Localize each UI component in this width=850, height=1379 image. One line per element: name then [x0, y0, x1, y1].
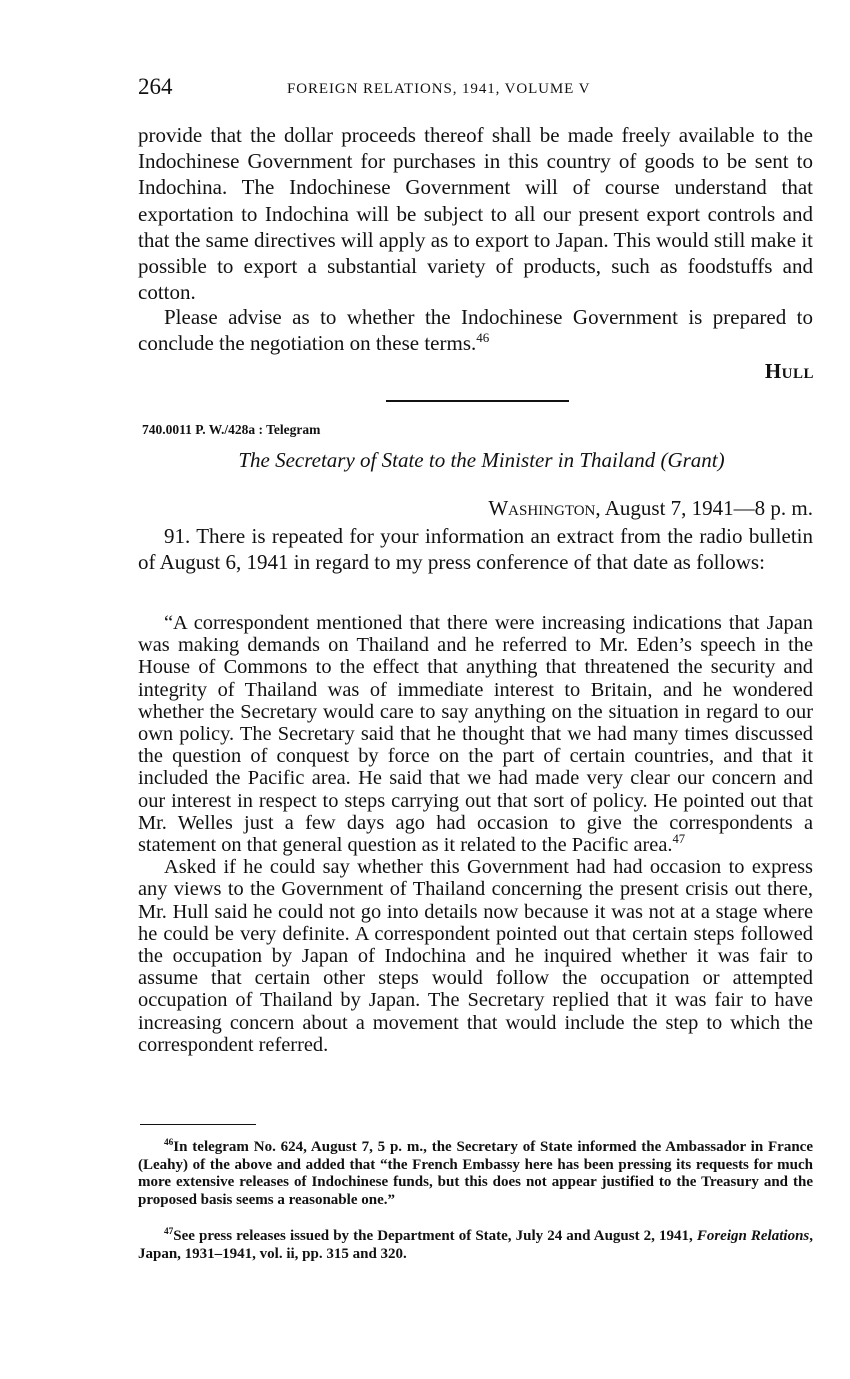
dateline-date: , August 7, 1941—8 p. m.: [595, 496, 813, 520]
footnote-47-italic-title: Foreign Relations: [696, 1228, 810, 1244]
footnote-marker-46: 46: [164, 1138, 174, 1148]
footnote-47: [138, 1228, 813, 1263]
footnote-ref-47: 47: [672, 832, 686, 847]
quote-paragraph-2: Asked if he could say whether this Government had had occasion to express any views to the Government of Thailand concerning the present crisis out there, Mr. Hull said he could not go into details now because it was not at a stage where he could be very definite. A correspondent pointed out that certain steps followed the occupation by Japan of Indochina and he inquired whether it was fair to assume that certain other steps would follow the occupation or attempted occupation of Thailand by Japan. The Secretary replied that it was fair to have increasing concern about a movement that would include the step to which the correspondent referred.: [138, 856, 813, 1056]
signature: Hull: [764, 359, 814, 383]
advise-paragraph-text: Please advise as to whether the Indochinese Government is prepared to conclude the negotiation on these terms.: [138, 305, 813, 356]
page-number: 264: [138, 74, 173, 99]
opening-paragraph: 91. There is repeated for your information an extract from the radio bulletin of August 6, 1941 in regard to my press conference of that date as follows:: [138, 524, 813, 574]
document-title: The Secretary of State to the Minister in Thailand (Grant): [238, 448, 725, 472]
section-divider: [386, 400, 569, 402]
footnote-marker-47: 47: [164, 1227, 174, 1237]
continuation-paragraph: provide that the dollar proceeds thereof shall be made freely available to the Indochinese Government for purchases in this country of goods to be sent to Indochina. The Indochinese Government will of course understand that exportation to Indochina will be subject to all our present export controls and that the same directives will apply as to export to Japan. This would still make it possible to export a substantial variety of products, such as foodstuffs and cotton.: [138, 123, 813, 305]
footnote-46-text: In telegram No. 624, August 7, 5 p. m., the Secretary of State informed the Ambassador in France (Leahy) of the above and added that “the French Embassy here has been pressing its requests for much more extensive releases of Indochinese funds, but this does not appear justified to the Treasury and the proposed basis seems a reasonable one.”: [138, 1139, 813, 1208]
footnote-47-text-b: , Japan, 1931–1941, vol. ii, pp. 315 and 320.: [138, 1228, 813, 1262]
advise-paragraph: [138, 304, 813, 356]
footnote-46: [138, 1139, 813, 1209]
dateline-place: Washington: [488, 496, 596, 520]
file-reference: 740.0011 P. W./428a : Telegram: [142, 422, 321, 437]
footnote-47-text-a: See press releases issued by the Department of State, July 24 and August 2, 1941,: [173, 1228, 697, 1244]
dateline: [488, 495, 813, 521]
quote-paragraph-1-text: “A correspondent mentioned that there were increasing indications that Japan was making demands on Thailand and he referred to Mr. Eden’s speech in the House of Commons to the effect that anything that threatened the security and integrity of Thailand was of immediate interest to Britain, and he wondered whether the Secretary would care to say anything on the situation in regard to our own policy. The Secretary said that he thought that we had many times discussed the question of conquest by force on the part of certain countries, and that it included the Pacific area. He said that we had made very clear our concern and our interest in respect to steps carrying out that sort of policy. He pointed out that Mr. Welles just a few days ago had occasion to give the correspondents a statement on that general question as it related to the Pacific area.: [138, 612, 813, 857]
footnote-rule: [140, 1124, 256, 1125]
quoted-bulletin: [138, 612, 813, 1056]
running-title: FOREIGN RELATIONS, 1941, VOLUME V: [287, 81, 591, 97]
footnote-ref-46: 46: [476, 330, 490, 346]
quote-paragraph-1: [138, 612, 813, 856]
